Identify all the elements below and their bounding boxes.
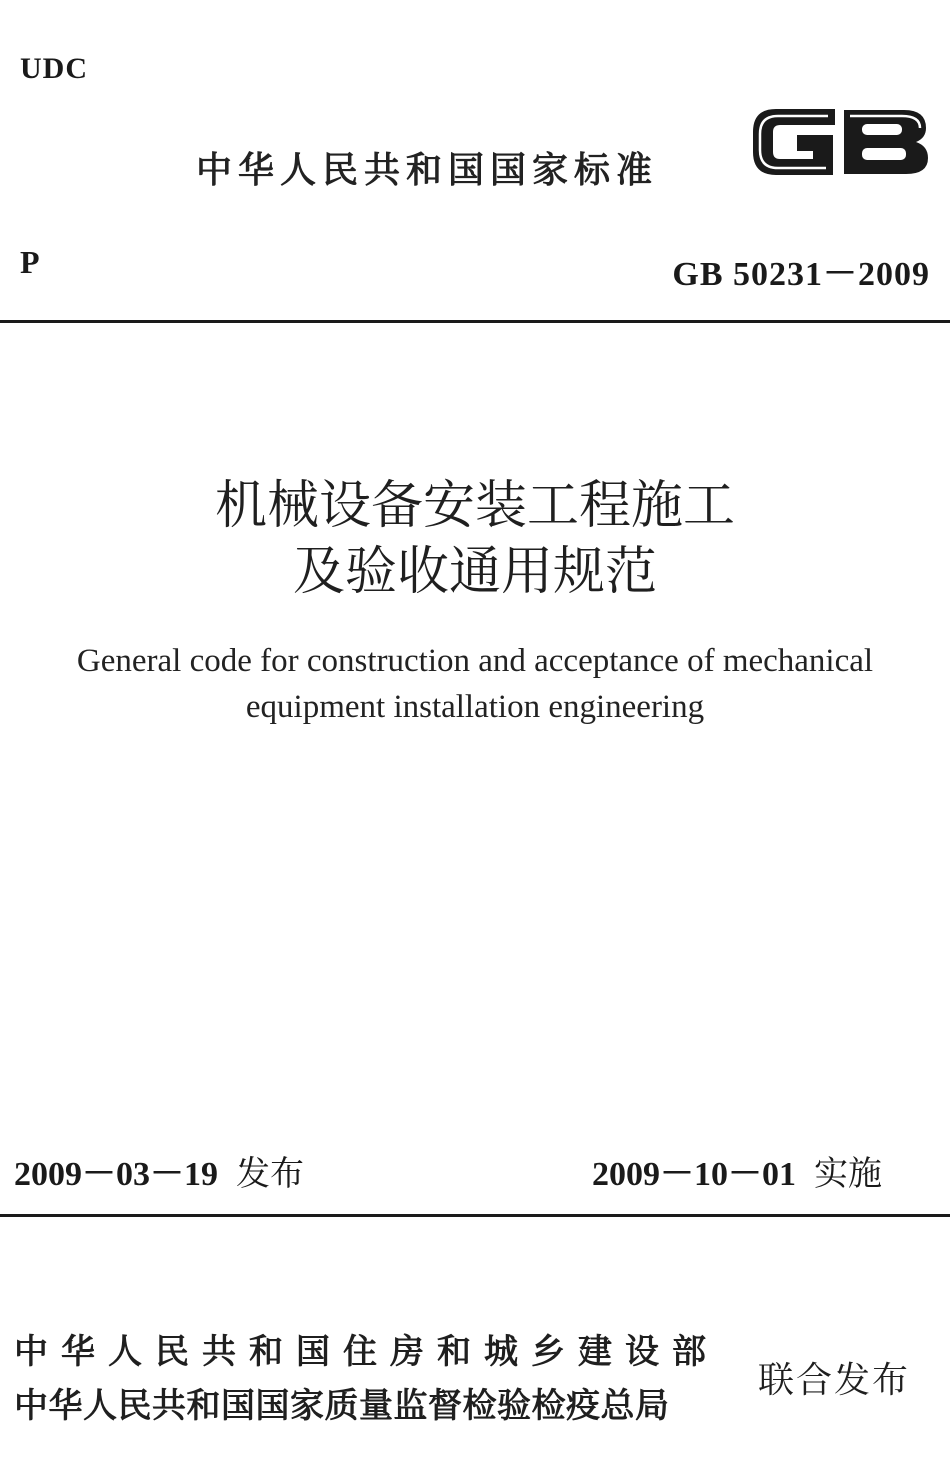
title-cn-line1: 机械设备安装工程施工 (214, 476, 735, 536)
national-standard-heading: 中华人民共和国国家标准 (196, 150, 659, 191)
standard-number: GB 50231－2009 (672, 256, 930, 293)
effective-date-row (592, 1146, 882, 1195)
title-cn-line2: 及验收通用规范 (292, 542, 657, 602)
joint-publish-label: 联合发布 (758, 1360, 911, 1401)
issue-date-row (14, 1146, 304, 1195)
effective-label: 实施 (814, 1154, 882, 1194)
udc-label: UDC (20, 52, 88, 85)
title-en-line2: equipment installation engineering (245, 689, 705, 725)
title-en-line1: General code for construction and acceptance of mechanical (76, 643, 874, 679)
classification-code: P (20, 244, 40, 280)
issue-label: 发布 (236, 1154, 304, 1194)
gb-logo (748, 96, 932, 186)
top-divider (0, 320, 950, 323)
effective-date: 2009－10－01 (592, 1156, 796, 1193)
issuer-ministry-housing: 中华人民共和国住房和城乡建设部 (14, 1332, 719, 1372)
bottom-divider (0, 1214, 950, 1217)
issue-date: 2009－03－19 (14, 1156, 218, 1193)
issuer-aqsiq: 中华人民共和国国家质量监督检验检疫总局 (14, 1386, 670, 1426)
